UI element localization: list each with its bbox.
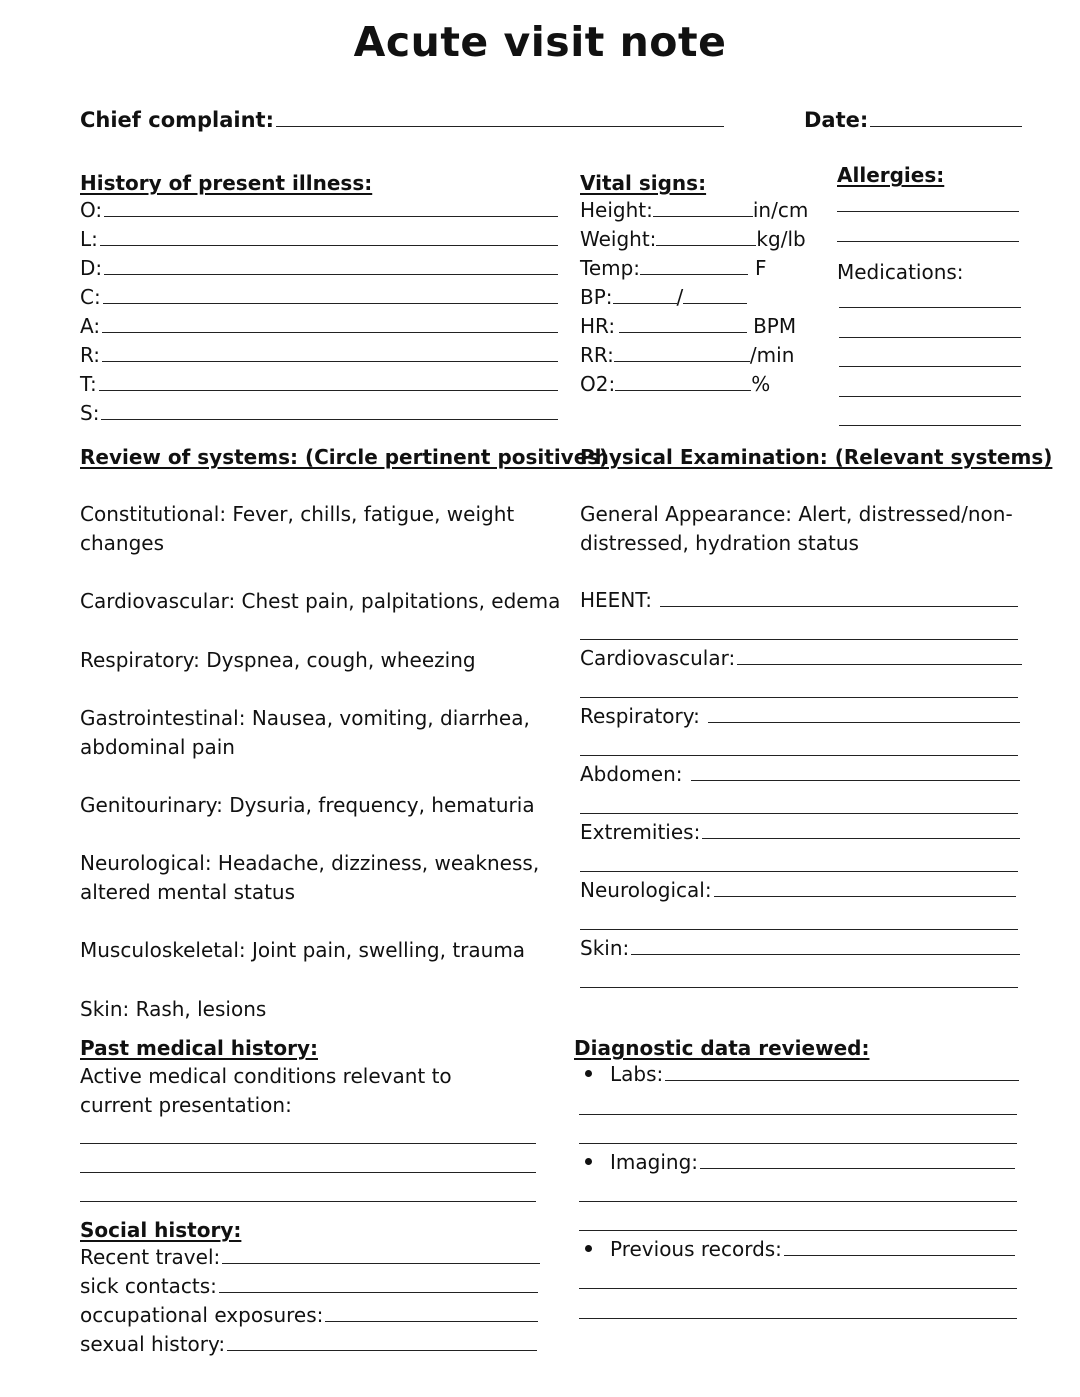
hpi-row[interactable] [80,314,558,343]
social-contacts-row[interactable] [80,1274,538,1303]
pe-label: Cardiovascular: [580,646,736,670]
pmh-heading: Past medical history: [80,1036,318,1060]
pe-heading: Physical Examination: (Relevant systems) [580,445,1053,469]
allergy-line[interactable] [837,211,1019,212]
pe-abdomen-row[interactable] [580,762,1020,791]
chief-complaint-row [80,108,724,137]
medication-line[interactable] [839,396,1021,397]
vital-unit: % [751,372,771,396]
hpi-row[interactable] [80,372,558,401]
hpi-row[interactable] [80,401,558,430]
vital-rr[interactable] [580,343,820,372]
bullet-icon [585,1070,592,1077]
pe-label: Skin: [580,936,630,960]
pmh-line[interactable] [80,1143,536,1144]
pe-line[interactable] [580,639,1018,640]
vital-unit: /min [749,343,795,367]
social-label: sick contacts: [80,1274,217,1298]
diagnostic-label: Imaging: [610,1150,698,1174]
pe-line[interactable] [580,929,1018,930]
vital-o2[interactable] [580,372,820,401]
pe-cardiovascular-row[interactable] [580,646,1022,675]
pmh-text: Active medical conditions relevant to current presentation: [80,1064,452,1117]
vital-label: Weight: [580,227,657,251]
ros-item[interactable]: Genitourinary: Dysuria, frequency, hematuria [80,793,535,817]
pe-label: Abdomen: [580,762,683,786]
vital-separator: / [676,285,684,309]
vital-label: HR: [580,314,616,338]
pe-neurological-row[interactable] [580,878,1016,907]
vital-label: BP: [580,285,613,309]
diagnostic-line[interactable] [579,1318,1017,1319]
medication-line[interactable] [839,337,1021,338]
hpi-row[interactable] [80,343,558,372]
hpi-row[interactable] [80,285,558,314]
date-row [804,108,1022,137]
diagnostic-line[interactable] [579,1201,1017,1202]
vital-hr[interactable] [580,314,820,343]
diagnostic-imaging-row[interactable] [585,1150,1015,1179]
social-label: occupational exposures: [80,1303,324,1327]
vital-unit: in/cm [752,198,809,222]
social-sexual-row[interactable] [80,1332,537,1361]
vital-unit: F [755,256,767,280]
medication-line[interactable] [839,366,1021,367]
pmh-line[interactable] [80,1201,536,1202]
pe-line[interactable] [580,813,1018,814]
allergies-heading: Allergies: [837,163,945,187]
pe-heent-row[interactable] [580,588,1018,617]
vital-height[interactable] [580,198,820,227]
pe-label: Extremities: [580,820,701,844]
pmh-line[interactable] [80,1172,536,1173]
ros-heading: Review of systems: (Circle pertinent positives) [80,445,609,469]
pe-general: General Appearance: Alert, distressed/non-distressed, hydration status [580,502,1013,555]
diagnostic-label: Previous records: [610,1237,782,1261]
hpi-row[interactable] [80,227,558,256]
social-travel-row[interactable] [80,1245,540,1274]
medication-line[interactable] [839,307,1021,308]
ros-item[interactable]: Skin: Rash, lesions [80,997,267,1021]
hpi-row[interactable] [80,198,558,227]
pe-label: HEENT: [580,588,653,612]
pe-respiratory-row[interactable] [580,704,1020,733]
date-field[interactable] [870,108,1022,127]
hpi-letter: D: [80,256,103,280]
diagnostic-labs-row[interactable] [585,1062,1019,1091]
vital-bp[interactable] [580,285,820,314]
vitals-list [580,198,820,401]
vital-label: RR: [580,343,614,367]
ros-item[interactable]: Cardiovascular: Chest pain, palpitations, edema [80,589,561,613]
pe-label: Neurological: [580,878,712,902]
pe-line[interactable] [580,871,1018,872]
chief-complaint-label: Chief complaint: [80,108,274,132]
date-label: Date: [804,108,869,132]
pe-skin-row[interactable] [580,936,1020,965]
diagnostic-line[interactable] [579,1288,1017,1289]
diagnostic-line[interactable] [579,1114,1017,1115]
ros-item[interactable]: Respiratory: Dyspnea, cough, wheezing [80,648,476,672]
social-heading: Social history: [80,1218,242,1242]
hpi-letter: O: [80,198,103,222]
hpi-letter: S: [80,401,100,425]
hpi-row[interactable] [80,256,558,285]
vital-unit: kg/lb [756,227,806,251]
ros-item[interactable]: Constitutional: Fever, chills, fatigue, weight changes [80,502,515,555]
hpi-letter: L: [80,227,98,251]
chief-complaint-field[interactable] [276,108,724,127]
vital-temp[interactable] [580,256,820,285]
vital-label: Height: [580,198,653,222]
vital-label: Temp: [580,256,641,280]
diagnostic-records-row[interactable] [585,1237,1015,1266]
hpi-letter: A: [80,314,101,338]
diagnostic-line[interactable] [579,1143,1017,1144]
diagnostic-heading: Diagnostic data reviewed: [574,1036,870,1060]
medication-line[interactable] [839,425,1021,426]
pe-line[interactable] [580,755,1018,756]
social-label: sexual history: [80,1332,226,1356]
bullet-icon [585,1245,592,1252]
ros-item[interactable]: Musculoskeletal: Joint pain, swelling, trauma [80,938,526,962]
social-occupational-row[interactable] [80,1303,538,1332]
vital-label: O2: [580,372,616,396]
page-title: Acute visit note [353,18,727,66]
medications-label: Medications: [837,260,964,284]
vital-weight[interactable] [580,227,820,256]
ros-item[interactable]: Gastrointestinal: Nausea, vomiting, diarrhea, abdominal pain [80,706,530,759]
pe-line[interactable] [580,987,1018,988]
pe-extremities-row[interactable] [580,820,1020,849]
social-label: Recent travel: [80,1245,221,1269]
hpi-letter: C: [80,285,101,309]
vital-unit: BPM [753,314,797,338]
hpi-letter: R: [80,343,101,367]
hpi-heading: History of present illness: [80,171,373,195]
diagnostic-line[interactable] [579,1230,1017,1231]
allergy-line[interactable] [837,241,1019,242]
ros-item[interactable]: Neurological: Headache, dizziness, weakness, altered mental status [80,851,540,904]
hpi-letter: T: [80,372,97,396]
hpi-list [80,198,558,430]
pe-line[interactable] [580,697,1018,698]
pe-label: Respiratory: [580,704,700,728]
vitals-heading: Vital signs: [580,171,707,195]
bullet-icon [585,1158,592,1165]
diagnostic-label: Labs: [610,1062,664,1086]
